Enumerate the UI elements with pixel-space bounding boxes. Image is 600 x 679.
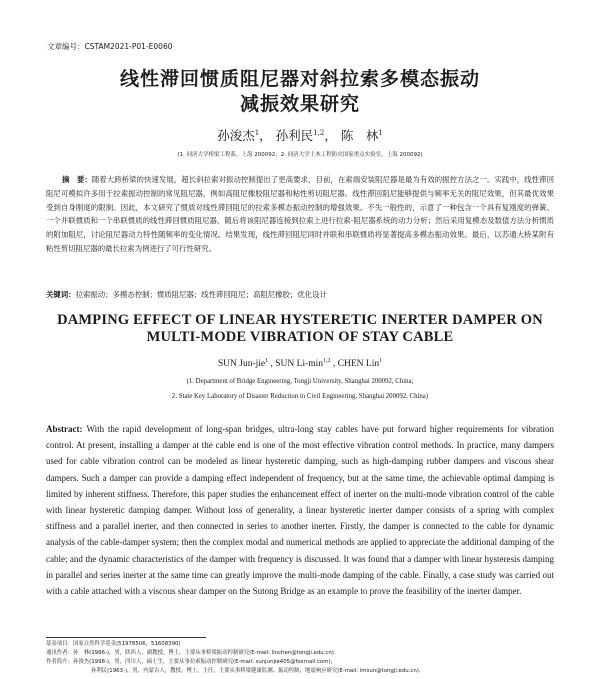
chinese-keywords-label: 关键词： [46,290,76,299]
author-affil-mark: 1 [379,358,383,364]
chinese-title-line-2: 减振效果研究 [239,93,360,115]
footnote-fund: 基金项目：国家自然科学基金(51978506，51608390) [46,641,181,647]
footnote-author-bio-2: 孙利民(1963-)，男，内蒙古人，教授，博士，主任，主要从事桥梁健康监测、振动控制、地震响应研究(E-mail: lmsun@tongji.edu.cn). [91,668,421,674]
author-name: SUN Li-min [275,359,324,370]
english-title-line-1: DAMPING EFFECT OF LINEAR HYSTERETIC INERTER DAMPER ON [57,312,543,328]
chinese-abstract [46,173,554,256]
article-number: 文章编号：CSTAM2021-P01-E0060 [47,42,173,51]
footnote-corresponding-author: 通讯作者：孙 林(1986-)，男，陕西人，副教授，博士，主要从事桥梁振动控制研究(E-mail: linchen@tongji.edu.cn). [46,650,336,656]
english-title-line-2: MULTI-MODE VIBRATION OF STAY CABLE [146,329,454,345]
author-affil-mark: 1 [254,128,260,137]
english-abstract-label: Abstract: [46,424,83,434]
author-name: 陈 林 [340,128,379,143]
english-abstract-text: With the rapid development of long-span bridges, ultra-long stay cables have put forward higher requirements for vibration control. At present, installing a damper at the cable end is one of the most effective vibration control methods. In practice, many dampers used for cable vibration control can be modeled as linear hysteretic damping, such as high-damping rubber dampers and viscous shear dampers. Such a damper can provide a damping effect independent of frequency, but at the same time, the achievable optimal damping is limited by inherent stiffness. Therefore, this paper studies the enhancement effect of inerter on the multi-mode vibration control of the cable with linear hysteretic damping damper. Without loss of generality, a linear hysteretic inerter damper consists of a spring with complex stiffness and a parallel inerter, and then connected in series to another inerter. Firstly, the damper is connected to the cable for dynamic analysis of the cable-damper system; then the complex modal and numerical methods are applied to appreciate the additional damping of the cable; and the dynamic characteristics of the damper with frequency is discussed. It was found that a damper with linear hysteresis damping in parallel and series inerter at the same time can greatly improve the multi-mode damping of the cable. Finally, a case study was carried out with a cable attached with a viscous shear damper on the Sutong Bridge as an example to prove the feasibility of the inerter damper. [46,424,554,597]
chinese-abstract-text: 随着大跨桥梁的快速发展，超长斜拉索对振动控制提出了更高要求，目前，在索端安装阻尼器是最为有效的振控方法之一。实践中，线性滞回阻尼可模拟许多用于拉索振动控制的常见阻尼器，例如高阻尼橡胶阻尼器和粘性剪切阻尼器。线性滞回阻尼能够提供与频率无关的阻尼效果，但其最优效果受到自身刚度的限制。因此，本文研究了惯质对线性滞回阻尼的拉索多模态振动控制的增强效果。不失一般性的，示意了一种包含一个具有复刚度的弹簧、一个并联惯质和一个串联惯质的线性滞回惯质阻尼器。随后将该阻尼器连接到拉索上进行拉索-阻尼器系统的动力分析；然后采用复模态及数值方法分析惯质的附加阻尼，讨论阻尼器动力特性随频率的变化情况。结果发现，线性滞回阻尼同时并联和串联惯质将显著提高多模态振动效果。最后，以苏通大桥某附有粘性剪切阻尼器的最长拉索为例进行了可行性研究。 [46,175,554,253]
english-affiliation-1: (1. Department of Bridge Engineering, Tongji University, Shanghai 200092, China; [186,378,414,385]
footnote-divider [46,637,206,638]
chinese-title-line-1: 线性滞回惯质阻尼器对斜拉索多模态振动 [119,68,480,90]
author-name: 孙浚杰 [217,128,255,143]
author-affil-mark: 1,2 [323,358,331,364]
chinese-keywords-text: 拉索振动；多模态控制；惯质阻尼器；线性滞回阻尼；高阻尼橡胶；优化设计 [75,290,327,299]
chinese-keywords [46,289,554,300]
english-abstract [46,421,554,599]
author-affil-mark: 1,2 [313,128,325,137]
footnote-author-bio-1: 作者简介：孙浚杰(1998-)，男，四川人，硕士生，主要从事拉索振动控制研究(E-mail: sunjunjie405@foxmail.com)； [46,659,336,665]
chinese-authors: 孙浚杰$^1$， 孙利民$^{1,2}$， 陈 林$^1$ [217,128,383,143]
chinese-affiliation: (1. 同济大学桥梁工程系，上海 200092；2. 同济大学土木工程防灾国家重点实验室，上海 200092) [177,152,423,158]
author-name: CHEN Lin [337,359,380,370]
chinese-abstract-label: 摘 要： [62,175,92,184]
author-affil-mark: 1 [265,358,269,364]
english-authors: SUN Jun-jie$^1$ , SUN $Li-\min^{1,2}$ , CHEN Lin$^1$ [217,358,383,370]
author-affil-mark: 1 [378,128,383,137]
author-name: 孙利民 [275,128,314,143]
english-affiliation-2: 2. State Key Laboratory of Disaster Reduction in Civil Engineering, Shanghai 200092, China) [171,393,429,400]
author-name: SUN Jun-jie [217,359,266,370]
